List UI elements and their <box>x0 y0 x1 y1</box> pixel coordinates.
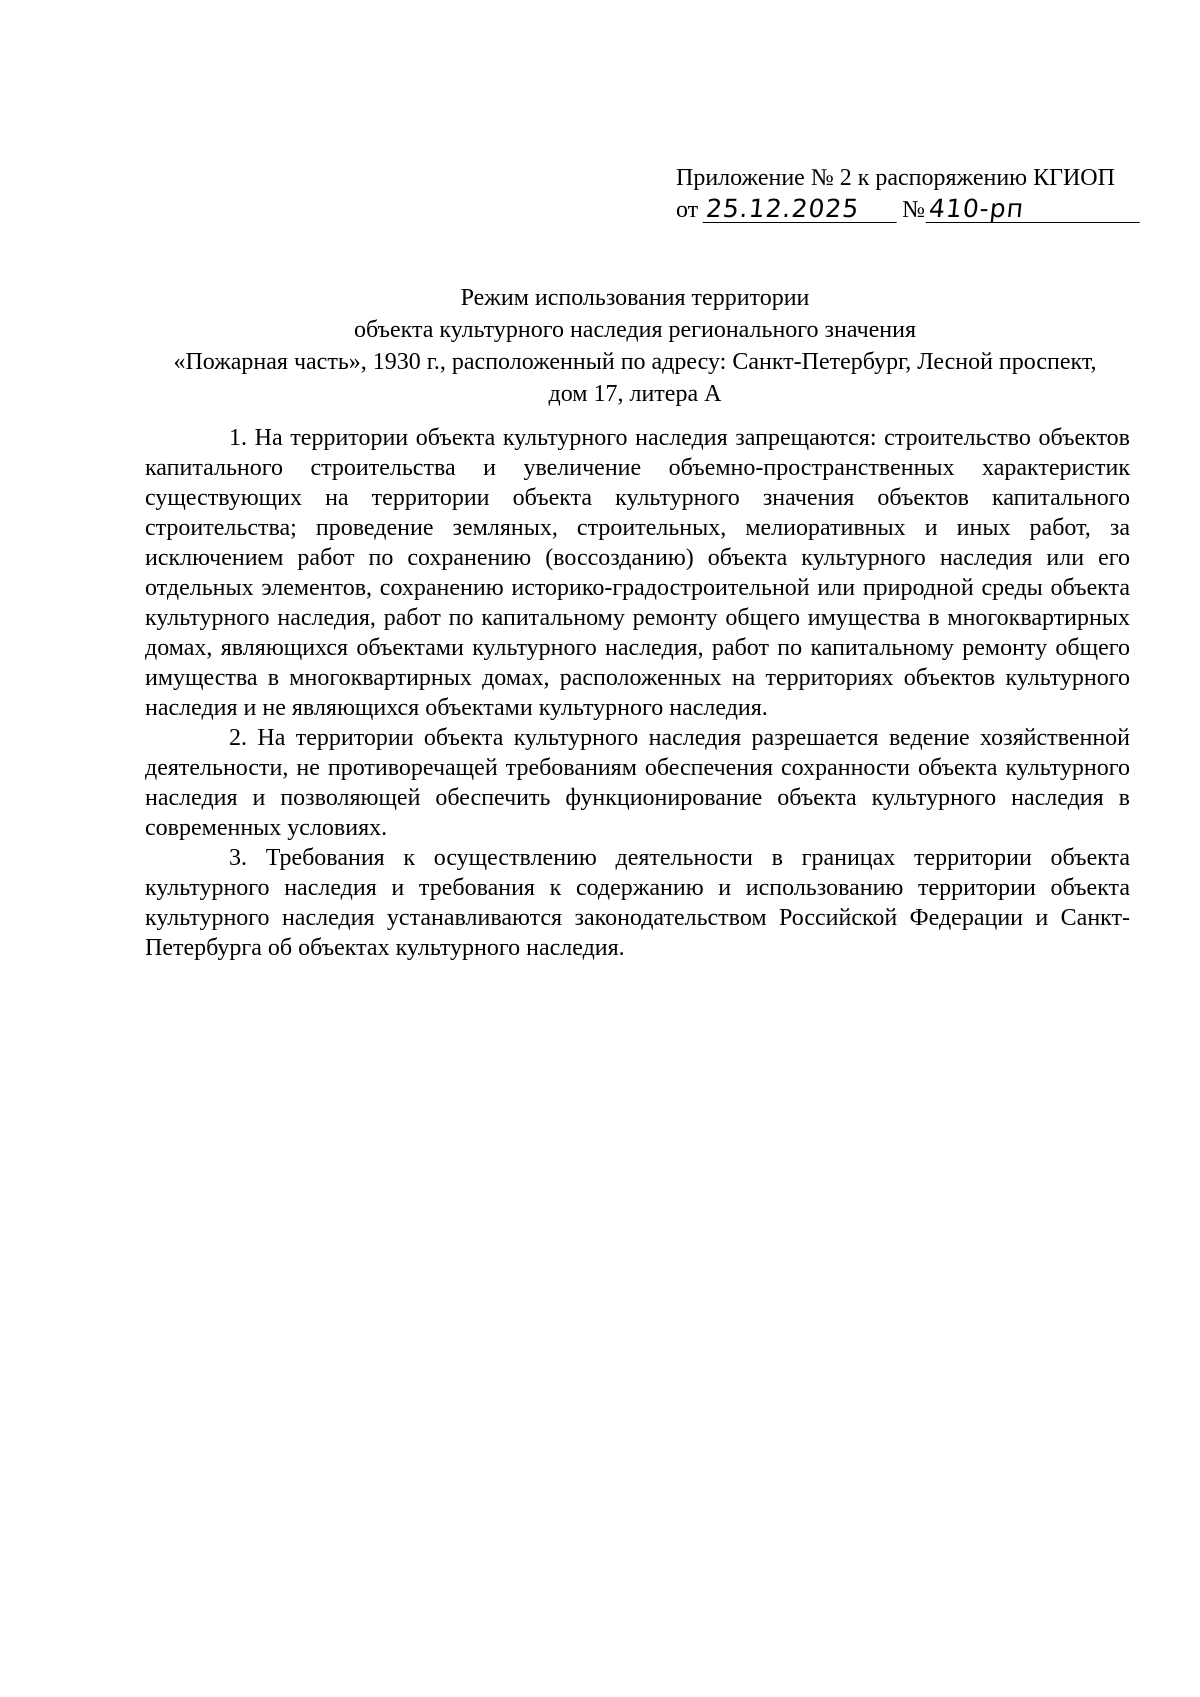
annex-header <box>676 162 1136 226</box>
annex-date: 25.12.2025 <box>703 196 900 223</box>
paragraph-3: 3. Требования к осуществлению деятельности в границах территории объекта культурного наследия и требования к содержанию и использованию территории объекта культурного наследия устанавливаются законодательством Российской Федерации и Санкт-Петербурга об объектах культурного наследия. <box>145 845 1130 961</box>
document-body <box>145 423 1130 963</box>
annex-date-number-line <box>676 194 1136 226</box>
paragraph-2: 2. На территории объекта культурного наследия разрешается ведение хозяйственной деятельности, не противоречащей требованиям обеспечения сохранности объекта культурного наследия и позволяющей обеспечить функционирование объекта культурного наследия в современных условиях. <box>145 725 1130 841</box>
title-line-3: «Пожарная часть», 1930 г., расположенный по адресу: Санкт-Петербург, Лесной проспект, <box>173 349 1097 375</box>
paragraph-1: 1. На территории объекта культурного наследия запрещаются: строительство объектов капитального строительства и увеличение объемно-пространственных характеристик существующих на территории объекта культурного значения объектов капитального строительства; проведение земляных, строительных, мелиоративных и иных работ, за исключением работ по сохранению (воссозданию) объекта культурного наследия или его отдельных элементов, сохранению историко-градостроительной или природной среды объекта культурного наследия, работ по капитальному ремонту общего имущества в многоквартирных домах, являющихся объектами культурного наследия, работ по капитальному ремонту общего имущества в многоквартирных домах, расположенных на территориях объектов культурного наследия и не являющихся объектами культурного наследия. <box>145 425 1130 721</box>
document-title <box>140 282 1130 410</box>
title-line-2: объекта культурного наследия регионального значения <box>353 317 917 343</box>
annex-from-label: от <box>676 197 699 223</box>
annex-number: 410-рп <box>926 196 1143 223</box>
annex-reference: Приложение № 2 к распоряжению КГИОП <box>676 165 1115 191</box>
annex-number-label: № <box>902 197 926 223</box>
title-line-1: Режим использования территории <box>460 285 810 311</box>
title-line-4: дом 17, литера А <box>548 381 722 407</box>
